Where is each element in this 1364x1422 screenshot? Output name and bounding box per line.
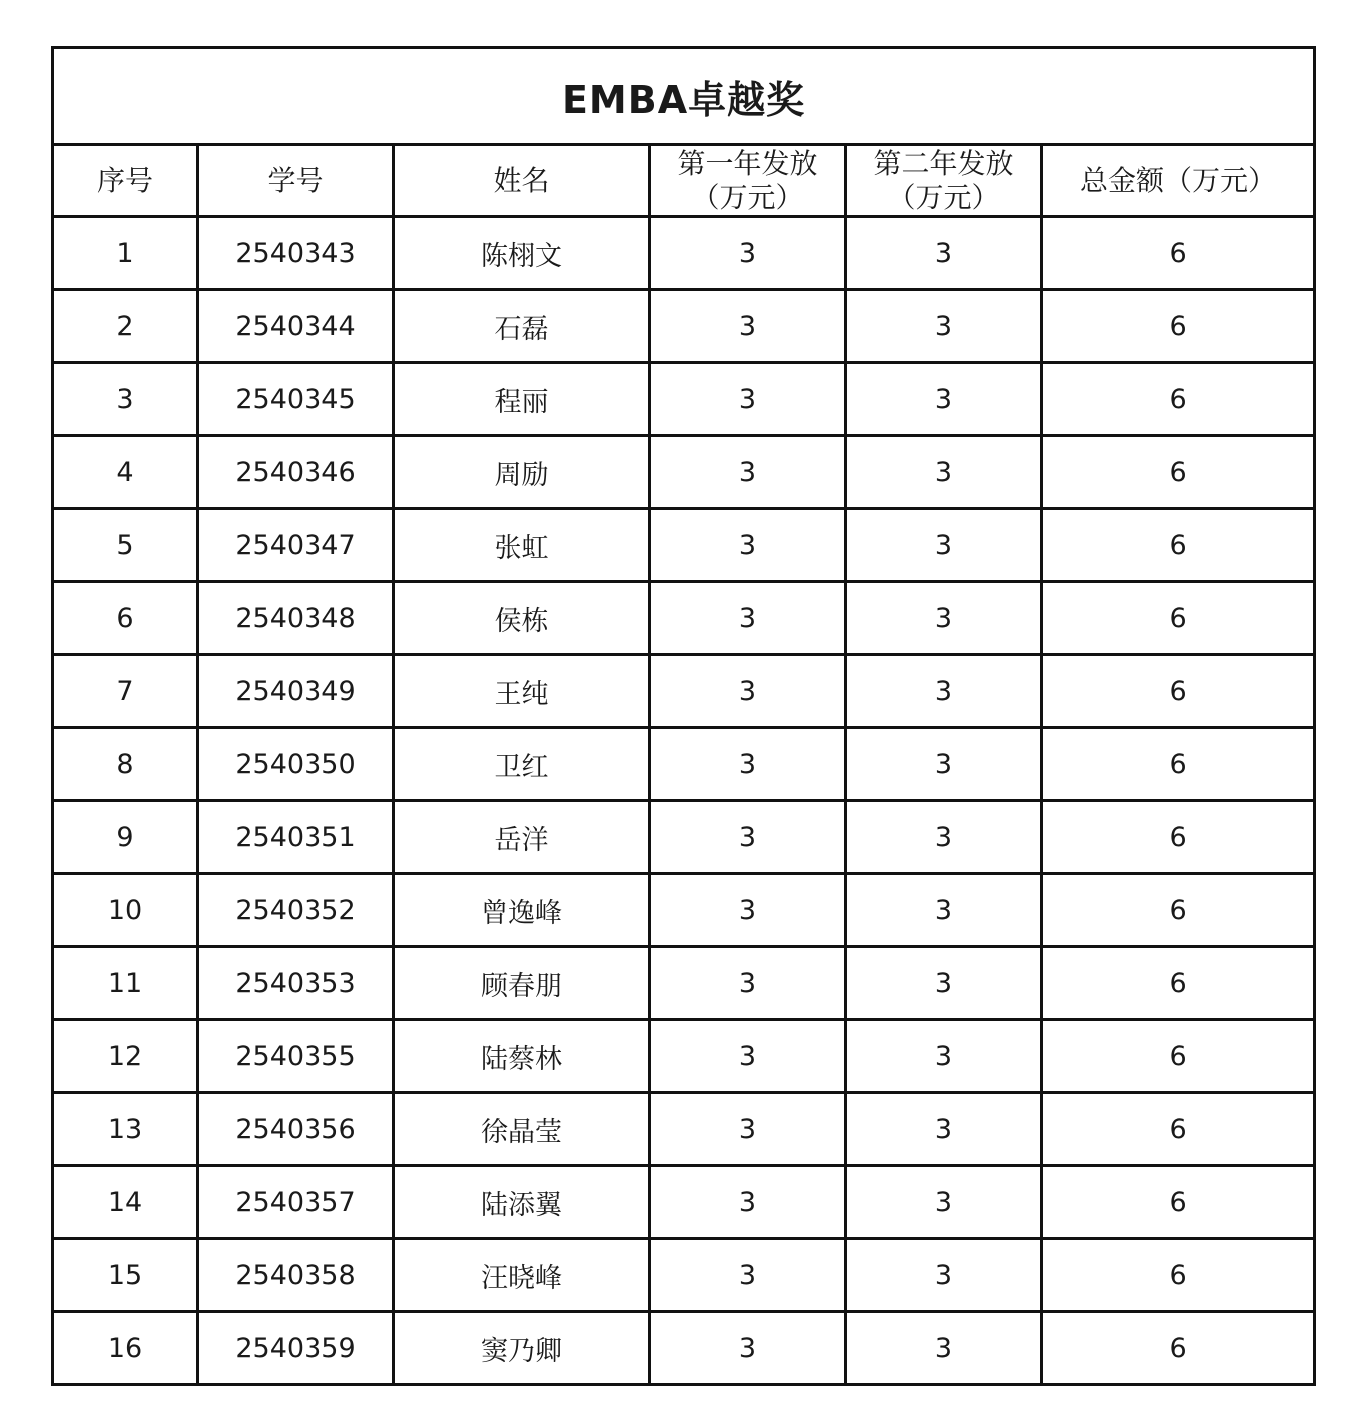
cell-student-id: 2540343 [198, 217, 394, 290]
header-year1 [650, 145, 846, 217]
cell-student-id: 2540356 [198, 1093, 394, 1166]
cell-student-id: 2540348 [198, 582, 394, 655]
cell-year1: 3 [650, 655, 846, 728]
cell-student-id: 2540350 [198, 728, 394, 801]
award-sheet [51, 46, 1313, 1386]
cell-total: 6 [1042, 728, 1315, 801]
cell-student-id: 2540347 [198, 509, 394, 582]
header-student-id: 学号 [198, 145, 394, 217]
table-row [53, 655, 1315, 728]
cell-year2: 3 [846, 290, 1042, 363]
cell-total: 6 [1042, 1020, 1315, 1093]
table-row [53, 1166, 1315, 1239]
cell-total: 6 [1042, 1239, 1315, 1312]
cell-student-id: 2540346 [198, 436, 394, 509]
cell-year1: 3 [650, 728, 846, 801]
award-table [51, 46, 1316, 1386]
cell-index: 6 [53, 582, 198, 655]
cell-total: 6 [1042, 363, 1315, 436]
cell-year2: 3 [846, 1093, 1042, 1166]
table-row [53, 947, 1315, 1020]
cell-name: 张虹 [394, 509, 650, 582]
table-row [53, 1312, 1315, 1385]
cell-year1: 3 [650, 1020, 846, 1093]
cell-name: 程丽 [394, 363, 650, 436]
cell-name: 徐晶莹 [394, 1093, 650, 1166]
cell-index: 14 [53, 1166, 198, 1239]
cell-index: 1 [53, 217, 198, 290]
cell-name: 侯栋 [394, 582, 650, 655]
cell-name: 曾逸峰 [394, 874, 650, 947]
cell-name: 岳洋 [394, 801, 650, 874]
table-row [53, 436, 1315, 509]
cell-name: 陆添翼 [394, 1166, 650, 1239]
cell-total: 6 [1042, 290, 1315, 363]
cell-student-id: 2540355 [198, 1020, 394, 1093]
cell-year1: 3 [650, 1166, 846, 1239]
table-row [53, 874, 1315, 947]
table-body [53, 217, 1315, 1385]
cell-index: 4 [53, 436, 198, 509]
table-row [53, 1020, 1315, 1093]
cell-year2: 3 [846, 947, 1042, 1020]
cell-year1: 3 [650, 509, 846, 582]
cell-year1: 3 [650, 582, 846, 655]
cell-total: 6 [1042, 1166, 1315, 1239]
table-row [53, 363, 1315, 436]
table-row [53, 1239, 1315, 1312]
cell-year2: 3 [846, 1166, 1042, 1239]
cell-year2: 3 [846, 436, 1042, 509]
cell-index: 12 [53, 1020, 198, 1093]
cell-year2: 3 [846, 1020, 1042, 1093]
cell-student-id: 2540344 [198, 290, 394, 363]
cell-index: 11 [53, 947, 198, 1020]
cell-year2: 3 [846, 509, 1042, 582]
header-year2-line1: 第二年发放 [873, 146, 1014, 180]
cell-total: 6 [1042, 1093, 1315, 1166]
cell-name: 石磊 [394, 290, 650, 363]
header-year1-line2: （万元） [691, 180, 804, 214]
table-row [53, 728, 1315, 801]
cell-year2: 3 [846, 1239, 1042, 1312]
cell-year2: 3 [846, 655, 1042, 728]
cell-index: 10 [53, 874, 198, 947]
cell-student-id: 2540352 [198, 874, 394, 947]
cell-year1: 3 [650, 1312, 846, 1385]
table-title: EMBA卓越奖 [53, 48, 1315, 145]
cell-name: 顾春朋 [394, 947, 650, 1020]
cell-year1: 3 [650, 290, 846, 363]
cell-total: 6 [1042, 655, 1315, 728]
cell-total: 6 [1042, 801, 1315, 874]
cell-name: 窦乃卿 [394, 1312, 650, 1385]
table-row [53, 582, 1315, 655]
table-row [53, 801, 1315, 874]
table-row [53, 217, 1315, 290]
header-year2-line2: （万元） [887, 180, 1000, 214]
cell-student-id: 2540349 [198, 655, 394, 728]
header-name: 姓名 [394, 145, 650, 217]
cell-year2: 3 [846, 582, 1042, 655]
cell-year2: 3 [846, 1312, 1042, 1385]
cell-total: 6 [1042, 1312, 1315, 1385]
cell-total: 6 [1042, 874, 1315, 947]
cell-student-id: 2540353 [198, 947, 394, 1020]
cell-name: 周励 [394, 436, 650, 509]
cell-name: 陈栩文 [394, 217, 650, 290]
cell-name: 王纯 [394, 655, 650, 728]
header-year2 [846, 145, 1042, 217]
cell-year2: 3 [846, 728, 1042, 801]
cell-index: 2 [53, 290, 198, 363]
cell-name: 汪晓峰 [394, 1239, 650, 1312]
cell-index: 16 [53, 1312, 198, 1385]
cell-index: 9 [53, 801, 198, 874]
cell-year2: 3 [846, 217, 1042, 290]
cell-total: 6 [1042, 509, 1315, 582]
cell-year1: 3 [650, 947, 846, 1020]
table-row [53, 290, 1315, 363]
cell-index: 7 [53, 655, 198, 728]
cell-year2: 3 [846, 801, 1042, 874]
cell-year2: 3 [846, 874, 1042, 947]
cell-year1: 3 [650, 217, 846, 290]
cell-total: 6 [1042, 582, 1315, 655]
cell-total: 6 [1042, 217, 1315, 290]
header-row [53, 145, 1315, 217]
cell-year1: 3 [650, 1239, 846, 1312]
cell-student-id: 2540345 [198, 363, 394, 436]
cell-student-id: 2540351 [198, 801, 394, 874]
cell-year1: 3 [650, 1093, 846, 1166]
cell-student-id: 2540357 [198, 1166, 394, 1239]
cell-index: 3 [53, 363, 198, 436]
cell-year1: 3 [650, 874, 846, 947]
cell-year1: 3 [650, 363, 846, 436]
cell-year1: 3 [650, 436, 846, 509]
cell-index: 5 [53, 509, 198, 582]
header-index: 序号 [53, 145, 198, 217]
header-year1-line1: 第一年发放 [677, 146, 818, 180]
cell-year1: 3 [650, 801, 846, 874]
cell-year2: 3 [846, 363, 1042, 436]
header-total: 总金额（万元） [1042, 145, 1315, 217]
cell-index: 15 [53, 1239, 198, 1312]
cell-student-id: 2540359 [198, 1312, 394, 1385]
table-row [53, 1093, 1315, 1166]
cell-name: 卫红 [394, 728, 650, 801]
title-row [53, 48, 1315, 145]
cell-name: 陆蔡林 [394, 1020, 650, 1093]
cell-student-id: 2540358 [198, 1239, 394, 1312]
cell-total: 6 [1042, 947, 1315, 1020]
table-row [53, 509, 1315, 582]
cell-index: 13 [53, 1093, 198, 1166]
cell-total: 6 [1042, 436, 1315, 509]
cell-index: 8 [53, 728, 198, 801]
